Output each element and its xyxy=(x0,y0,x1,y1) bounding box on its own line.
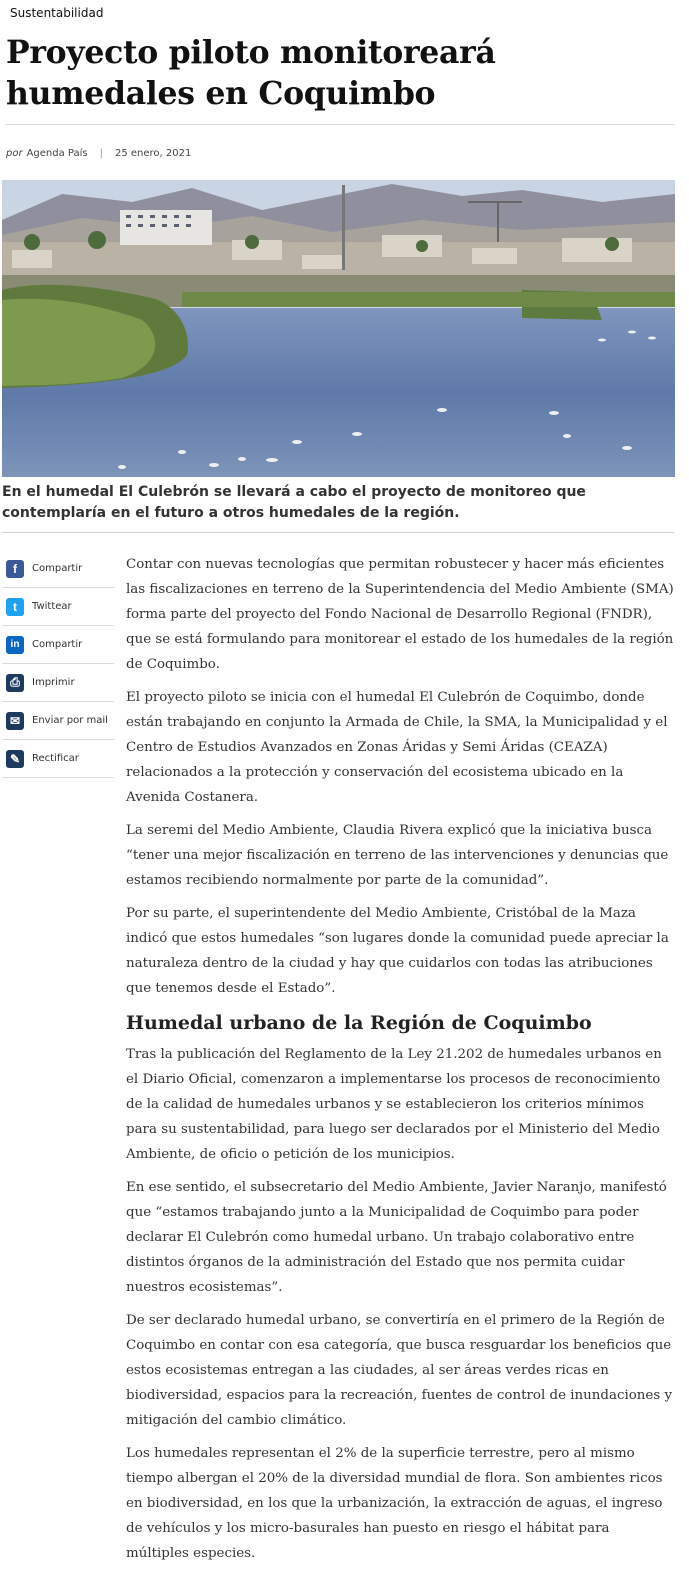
print-icon: ⎙ xyxy=(6,674,24,692)
title-divider xyxy=(6,124,674,125)
share-facebook-button[interactable] xyxy=(2,550,114,588)
share-twitter-button[interactable] xyxy=(2,588,114,626)
paragraph: La seremi del Medio Ambiente, Claudia Rivera explicó que la iniciativa busca “tener una mejor fiscalización en terreno de las intervenciones y denuncias que estamos recibiendo normalmente por parte de la comunidad”. xyxy=(126,823,669,888)
article-body xyxy=(126,552,676,1574)
share-label: Rectificar xyxy=(32,753,79,764)
share-label: Compartir xyxy=(32,639,83,650)
mail-icon: ✉ xyxy=(6,712,24,730)
share-label: Compartir xyxy=(32,563,83,574)
publish-date: 25 enero, 2021 xyxy=(114,148,192,159)
article-title: Proyecto piloto monitoreará humedales en Coquimbo xyxy=(6,34,496,112)
print-button[interactable] xyxy=(2,664,114,702)
twitter-icon: t xyxy=(6,598,24,616)
pencil-icon: ✎ xyxy=(6,750,24,768)
author-link[interactable]: Agenda País xyxy=(26,148,88,159)
rectify-button[interactable] xyxy=(2,740,114,778)
share-label: Twittear xyxy=(32,601,72,612)
caption-divider xyxy=(2,532,674,533)
paragraph: En ese sentido, el subsecretario del Medio Ambiente, Javier Naranjo, manifestó que “estamos trabajando junto a la Municipalidad de Coquimbo para poder declarar El Culebrón como humedal urbano. Un trabajo colaborativo entre distintos órganos de la administración del Estado que nos permita cuidar nuestros ecosistemas”. xyxy=(126,1180,667,1295)
linkedin-icon: in xyxy=(6,636,24,654)
share-sidebar xyxy=(2,550,114,778)
paragraph: Los humedales representan el 2% de la superficie terrestre, pero al mismo tiempo albergan el 20% de la diversidad mundial de flora. Son ambientes ricos en biodiversidad, en los que la urbanización, la extracción de aguas, el ingreso de vehículos y los micro-basurales han puesto en riesgo el hábitat para múltiples especies. xyxy=(126,1446,663,1561)
byline xyxy=(6,147,191,161)
paragraph: Tras la publicación del Reglamento de la Ley 21.202 de humedales urbanos en el Diario Oficial, comenzaron a implementarse los procesos de reconocimiento de la calidad de humedales urbanos y se establecieron los criterios mínimos para su sustentabilidad, para luego ser declarados por el Ministerio del Medio Ambiente, de oficio o petición de los municipios. xyxy=(126,1047,662,1162)
image-caption: En el humedal El Culebrón se llevará a cabo el proyecto de monitoreo que contemplaría en el futuro a otros humedales de la región. xyxy=(2,484,586,521)
share-label: Enviar por mail xyxy=(32,715,108,726)
paragraph: Contar con nuevas tecnologías que permitan robustecer y hacer más eficientes las fiscalizaciones en terreno de la Superintendencia del Medio Ambiente (SMA) forma parte del proyecto del Fondo Nacional de Desarrollo Regional (FNDR), que se está formulando para monitorear el estado de los humedales de la región de Coquimbo. xyxy=(126,557,674,672)
share-label: Imprimir xyxy=(32,677,75,688)
category-link[interactable]: Sustentabilidad xyxy=(10,6,104,20)
share-linkedin-button[interactable] xyxy=(2,626,114,664)
paragraph: Por su parte, el superintendente del Medio Ambiente, Cristóbal de la Maza indicó que estos humedales “son lugares donde la comunidad puede apreciar la naturaleza dentro de la ciudad y hay que cuidarlos con todas las atribuciones que tenemos desde el Estado”. xyxy=(126,906,669,996)
email-button[interactable] xyxy=(2,702,114,740)
facebook-icon: f xyxy=(6,560,24,578)
byline-separator: | xyxy=(99,148,103,159)
byline-prefix: por xyxy=(6,148,23,159)
section-heading: Humedal urbano de la Región de Coquimbo xyxy=(126,1012,592,1034)
hero-image xyxy=(2,180,675,477)
wetland-photo-icon xyxy=(2,180,675,477)
paragraph: De ser declarado humedal urbano, se convertiría en el primero de la Región de Coquimbo en contar con esa categoría, que busca resguardar los beneficios que estos ecosistemas entregan a las ciudades, al ser áreas verdes ricas en biodiversidad, espacios para la recreación, fuentes de control de inundaciones y mitigación del cambio climático. xyxy=(126,1313,673,1428)
paragraph: El proyecto piloto se inicia con el humedal El Culebrón de Coquimbo, donde están trabajando en conjunto la Armada de Chile, la SMA, la Municipalidad y el Centro de Estudios Avanzados en Zonas Áridas y Semi Áridas (CEAZA) relacionados a la protección y conservación del ecosistema ubicado en la Avenida Costanera. xyxy=(126,690,668,805)
